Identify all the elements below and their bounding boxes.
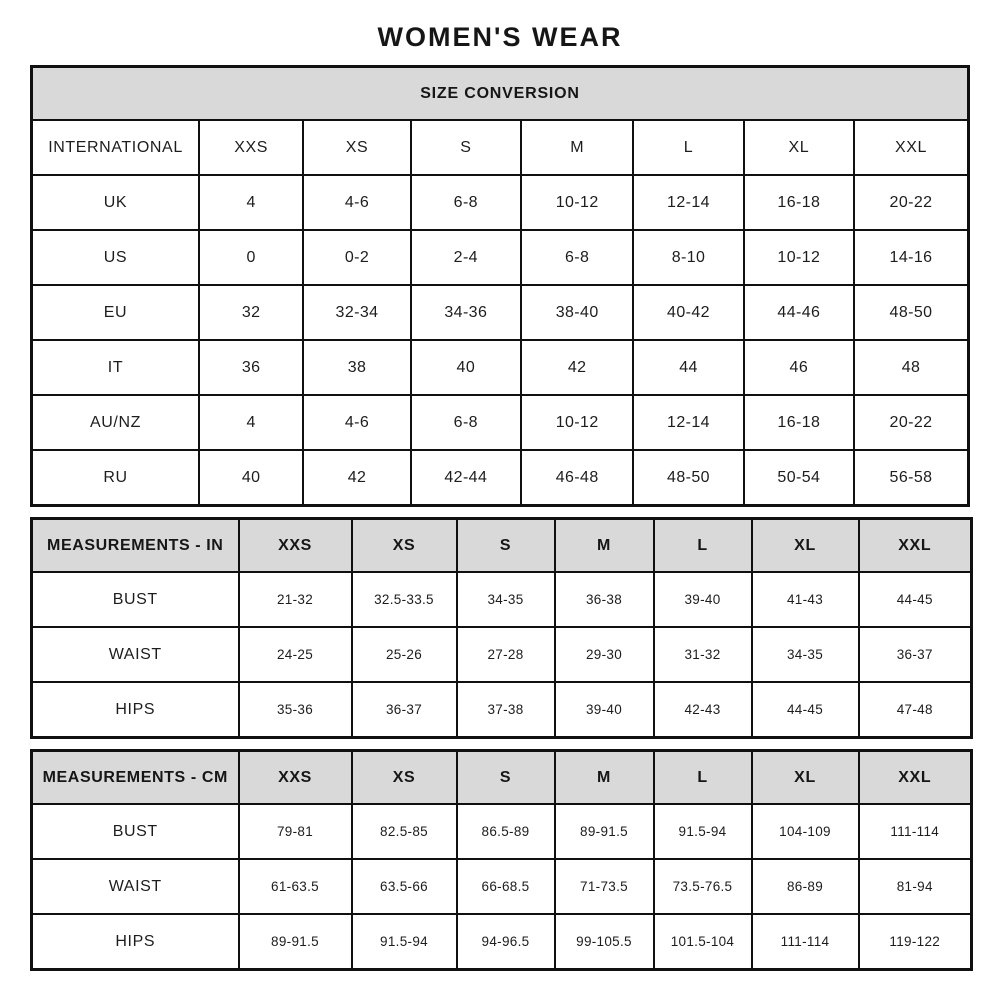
size-conversion-value-cell: 46	[744, 340, 854, 395]
measurements-cm-corner-label: MEASUREMENTS - CM	[32, 751, 239, 805]
measurements-in-size-header-l: L	[654, 519, 752, 573]
size-conversion-value-cell: 38	[303, 340, 410, 395]
size-conversion-value-cell: 0-2	[303, 230, 410, 285]
size-conversion-row-au-nz	[32, 395, 969, 450]
size-conversion-row-it	[32, 340, 969, 395]
measurements-in-size-header-m: M	[555, 519, 654, 573]
measurements-cm-value-cell: 101.5-104	[654, 914, 752, 970]
measurements-in-value-cell: 35-36	[239, 682, 352, 738]
measurements-in-value-cell: 47-48	[859, 682, 972, 738]
size-conversion-size-header-xs: XS	[303, 120, 410, 175]
measurements-in-value-cell: 44-45	[859, 572, 972, 627]
size-conversion-row-us	[32, 230, 969, 285]
measurements-cm-table	[30, 749, 973, 971]
size-conversion-value-cell: 42-44	[411, 450, 521, 506]
measurements-in-value-cell: 34-35	[457, 572, 555, 627]
measurements-cm-row-label: BUST	[32, 804, 239, 859]
size-conversion-row-label: US	[32, 230, 200, 285]
measurements-cm-value-cell: 119-122	[859, 914, 972, 970]
size-conversion-value-cell: 42	[303, 450, 410, 506]
measurements-cm-value-cell: 89-91.5	[555, 804, 654, 859]
measurements-cm-value-cell: 111-114	[752, 914, 859, 970]
size-conversion-row-label: IT	[32, 340, 200, 395]
size-conversion-value-cell: 12-14	[633, 175, 743, 230]
size-conversion-row-label: EU	[32, 285, 200, 340]
measurements-in-value-cell: 39-40	[555, 682, 654, 738]
size-conversion-value-cell: 40	[411, 340, 521, 395]
measurements-cm-size-header-xl: XL	[752, 751, 859, 805]
measurements-in-value-cell: 32.5-33.5	[352, 572, 457, 627]
measurements-cm-value-cell: 111-114	[859, 804, 972, 859]
measurements-cm-value-cell: 61-63.5	[239, 859, 352, 914]
size-conversion-value-cell: 48-50	[633, 450, 743, 506]
measurements-in-value-cell: 31-32	[654, 627, 752, 682]
measurements-in-value-cell: 21-32	[239, 572, 352, 627]
size-conversion-value-cell: 32	[199, 285, 303, 340]
size-conversion-row-label: RU	[32, 450, 200, 506]
measurements-in-header-row	[32, 519, 972, 573]
size-conversion-value-cell: 56-58	[854, 450, 968, 506]
measurements-cm-value-cell: 66-68.5	[457, 859, 555, 914]
measurements-in-row-bust	[32, 572, 972, 627]
size-conversion-header-row	[32, 120, 969, 175]
measurements-cm-value-cell: 86-89	[752, 859, 859, 914]
size-conversion-value-cell: 34-36	[411, 285, 521, 340]
measurements-cm-row-label: HIPS	[32, 914, 239, 970]
size-conversion-size-header-m: M	[521, 120, 633, 175]
measurements-cm-value-cell: 63.5-66	[352, 859, 457, 914]
size-conversion-value-cell: 44-46	[744, 285, 854, 340]
measurements-cm-value-cell: 99-105.5	[555, 914, 654, 970]
measurements-in-size-header-xxs: XXS	[239, 519, 352, 573]
measurements-in-value-cell: 27-28	[457, 627, 555, 682]
measurements-in-value-cell: 41-43	[752, 572, 859, 627]
size-conversion-value-cell: 40-42	[633, 285, 743, 340]
measurements-cm-size-header-s: S	[457, 751, 555, 805]
size-conversion-value-cell: 50-54	[744, 450, 854, 506]
measurements-in-row-label: WAIST	[32, 627, 239, 682]
size-conversion-value-cell: 32-34	[303, 285, 410, 340]
measurements-in-size-header-s: S	[457, 519, 555, 573]
measurements-cm-value-cell: 71-73.5	[555, 859, 654, 914]
measurements-in-row-hips	[32, 682, 972, 738]
size-conversion-size-header-l: L	[633, 120, 743, 175]
measurements-cm-value-cell: 89-91.5	[239, 914, 352, 970]
size-conversion-value-cell: 0	[199, 230, 303, 285]
size-conversion-value-cell: 12-14	[633, 395, 743, 450]
measurements-cm-value-cell: 82.5-85	[352, 804, 457, 859]
size-conversion-value-cell: 4	[199, 395, 303, 450]
measurements-in-value-cell: 36-38	[555, 572, 654, 627]
size-conversion-size-header-xxs: XXS	[199, 120, 303, 175]
size-conversion-value-cell: 2-4	[411, 230, 521, 285]
measurements-cm-value-cell: 94-96.5	[457, 914, 555, 970]
measurements-cm-size-header-m: M	[555, 751, 654, 805]
measurements-in-corner-label: MEASUREMENTS - IN	[32, 519, 239, 573]
measurements-cm-value-cell: 91.5-94	[654, 804, 752, 859]
measurements-cm-row-label: WAIST	[32, 859, 239, 914]
measurements-cm-row-waist	[32, 859, 972, 914]
measurements-cm-size-header-xxl: XXL	[859, 751, 972, 805]
measurements-in-row-label: BUST	[32, 572, 239, 627]
size-conversion-banner: SIZE CONVERSION	[32, 67, 969, 121]
measurements-cm-value-cell: 73.5-76.5	[654, 859, 752, 914]
size-conversion-value-cell: 10-12	[521, 175, 633, 230]
measurements-cm-value-cell: 81-94	[859, 859, 972, 914]
measurements-cm-row-hips	[32, 914, 972, 970]
size-conversion-value-cell: 10-12	[521, 395, 633, 450]
measurements-cm-row-bust	[32, 804, 972, 859]
size-conversion-size-header-xl: XL	[744, 120, 854, 175]
size-conversion-value-cell: 36	[199, 340, 303, 395]
size-conversion-value-cell: 42	[521, 340, 633, 395]
size-conversion-value-cell: 20-22	[854, 395, 968, 450]
measurements-in-row-label: HIPS	[32, 682, 239, 738]
measurements-cm-value-cell: 86.5-89	[457, 804, 555, 859]
measurements-cm-value-cell: 91.5-94	[352, 914, 457, 970]
measurements-in-value-cell: 29-30	[555, 627, 654, 682]
measurements-in-value-cell: 24-25	[239, 627, 352, 682]
page-title: WOMEN'S WEAR	[377, 22, 623, 52]
size-conversion-value-cell: 4	[199, 175, 303, 230]
measurements-in-value-cell: 36-37	[859, 627, 972, 682]
measurements-in-value-cell: 39-40	[654, 572, 752, 627]
size-conversion-value-cell: 16-18	[744, 175, 854, 230]
size-conversion-row-eu	[32, 285, 969, 340]
size-conversion-value-cell: 46-48	[521, 450, 633, 506]
size-conversion-value-cell: 10-12	[744, 230, 854, 285]
measurements-in-size-header-xs: XS	[352, 519, 457, 573]
size-conversion-value-cell: 40	[199, 450, 303, 506]
measurements-cm-value-cell: 79-81	[239, 804, 352, 859]
measurements-in-value-cell: 42-43	[654, 682, 752, 738]
size-conversion-value-cell: 4-6	[303, 175, 410, 230]
size-conversion-row-ru	[32, 450, 969, 506]
measurements-in-size-header-xxl: XXL	[859, 519, 972, 573]
measurements-in-value-cell: 25-26	[352, 627, 457, 682]
size-conversion-value-cell: 38-40	[521, 285, 633, 340]
size-conversion-table	[30, 65, 970, 507]
size-conversion-value-cell: 48-50	[854, 285, 968, 340]
size-conversion-value-cell: 4-6	[303, 395, 410, 450]
measurements-cm-size-header-l: L	[654, 751, 752, 805]
measurements-in-value-cell: 37-38	[457, 682, 555, 738]
measurements-cm-header-row	[32, 751, 972, 805]
measurements-in-table	[30, 517, 973, 739]
size-conversion-value-cell: 6-8	[411, 395, 521, 450]
size-conversion-value-cell: 44	[633, 340, 743, 395]
measurements-cm-size-header-xxs: XXS	[239, 751, 352, 805]
size-conversion-value-cell: 48	[854, 340, 968, 395]
size-conversion-row-label: AU/NZ	[32, 395, 200, 450]
size-conversion-value-cell: 14-16	[854, 230, 968, 285]
measurements-cm-size-header-xs: XS	[352, 751, 457, 805]
size-conversion-corner-label: INTERNATIONAL	[32, 120, 200, 175]
measurements-cm-value-cell: 104-109	[752, 804, 859, 859]
tables-container	[30, 65, 970, 971]
size-conversion-row-uk	[32, 175, 969, 230]
size-conversion-value-cell: 16-18	[744, 395, 854, 450]
size-conversion-value-cell: 20-22	[854, 175, 968, 230]
measurements-in-value-cell: 36-37	[352, 682, 457, 738]
measurements-in-size-header-xl: XL	[752, 519, 859, 573]
measurements-in-row-waist	[32, 627, 972, 682]
size-conversion-row-label: UK	[32, 175, 200, 230]
size-conversion-size-header-xxl: XXL	[854, 120, 968, 175]
measurements-in-value-cell: 34-35	[752, 627, 859, 682]
size-conversion-value-cell: 6-8	[411, 175, 521, 230]
size-conversion-value-cell: 8-10	[633, 230, 743, 285]
size-conversion-size-header-s: S	[411, 120, 521, 175]
measurements-in-value-cell: 44-45	[752, 682, 859, 738]
size-conversion-value-cell: 6-8	[521, 230, 633, 285]
